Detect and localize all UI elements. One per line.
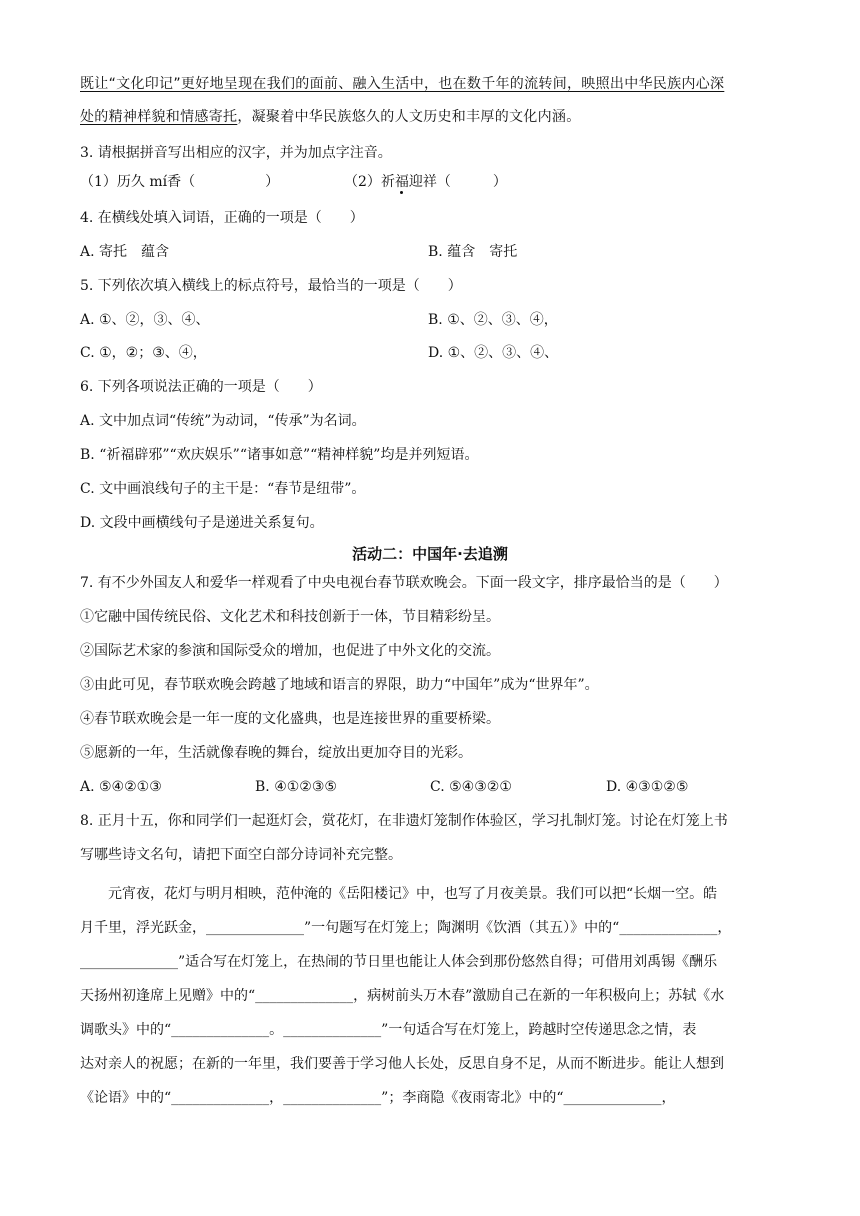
activity-2-title: 活动二：中国年·去追溯 xyxy=(352,545,508,563)
q7-option-b: B. ④①②③⑤ xyxy=(255,779,337,795)
q6-option-d: D. 文段中画横线句子是递进关系复句。 xyxy=(80,515,324,531)
q7-sentence-5: ⑤愿新的一年，生活就像春晚的舞台，绽放出更加夺目的光彩。 xyxy=(80,745,472,761)
q3-item-1: （1）历久 mí香（ ） xyxy=(80,174,280,190)
q6-stem: 6. 下列各项说法正确的一项是（ ） xyxy=(80,379,322,395)
intro-underlined-phrase: 处的精神样貌和情感寄托 xyxy=(80,109,238,125)
q7-sentence-3: ③由此可见，春节联欢晚会跨越了地域和语言的界限，助力“中国年”成为“世界年”。 xyxy=(80,677,599,693)
q3-item-2 xyxy=(344,172,507,192)
q8-passage-line-2: 月千里，浮光跃金，______________”一句题写在灯笼上；陶渊明《饮酒（其五）》中的“______________， xyxy=(80,920,732,936)
q5-option-a: A. ①、②，③、④、 xyxy=(80,312,210,328)
q7-sentence-4: ④春节联欢晚会是一年一度的文化盛典，也是连接世界的重要桥梁。 xyxy=(80,711,500,727)
q6-option-b: B. “祈福辟邪”“欢庆娱乐”“诸事如意”“精神样貌”均是并列短语。 xyxy=(80,447,479,463)
q7-sentence-2: ②国际艺术家的参演和国际受众的增加，也促进了中外文化的交流。 xyxy=(80,643,500,659)
q8-passage-line-6: 达对亲人的祝愿；在新的一年里，我们要善于学习他人长处，反思自身不足，从而不断进步。能让人想到 xyxy=(80,1056,724,1072)
q3-item-2-pre: （2）祈 xyxy=(344,174,395,190)
q5-option-c: C. ①，②；③、④， xyxy=(80,345,207,361)
q7-stem: 7. 有不少外国友人和爱华一样观看了中央电视台春节联欢晚会。下面一段文字，排序最恰当的是（ ） xyxy=(80,575,728,591)
q7-option-d: D. ④③①②⑤ xyxy=(606,779,689,795)
q8-passage-line-5: 调歌头》中的“______________。______________”一句适合写在灯笼上，跨越时空传递思念之情，表 xyxy=(80,1022,697,1038)
q3-item-2-post: 迎祥（ ） xyxy=(408,174,507,190)
q4-option-b: B. 蕴含 寄托 xyxy=(428,244,518,260)
q3-stem: 3. 请根据拼音写出相应的汉字，并为加点字注音。 xyxy=(80,145,392,161)
q8-passage-line-7: 《论语》中的“______________，______________”；李商隐《夜雨寄北》中的“______________， xyxy=(80,1090,676,1106)
intro-line-1: 既让“文化印记”更好地呈现在我们的面前、融入生活中，也在数千年的流转间，映照出中华民族内心深 xyxy=(80,76,725,92)
q6-option-a: A. 文中加点词“传统”为动词，“传承”为名词。 xyxy=(80,413,366,429)
q8-passage-line-1: 元宵夜，花灯与明月相映，范仲淹的《岳阳楼记》中，也写了月夜美景。我们可以把“长烟一空。皓 xyxy=(108,886,718,902)
q7-option-a: A. ⑤④②①③ xyxy=(80,779,162,795)
q5-option-b: B. ①、②、③、④， xyxy=(428,312,558,328)
q3-dotted-char: 福 xyxy=(394,174,409,190)
q5-stem: 5. 下列依次填入横线上的标点符号，最恰当的一项是（ ） xyxy=(80,278,462,294)
q4-stem: 4. 在横线处填入词语，正确的一项是（ ） xyxy=(80,210,364,226)
q8-stem-line-2: 写哪些诗文名句，请把下面空白部分诗词补充完整。 xyxy=(80,847,402,863)
q7-option-c: C. ⑤④③②① xyxy=(430,779,512,795)
q8-stem-line-1: 8. 正月十五，你和同学们一起逛灯会，赏花灯，在非遗灯笼制作体验区，学习扎制灯笼。讨论在灯笼上书 xyxy=(80,813,728,829)
intro-line-2-rest: ，凝聚着中华民族悠久的人文历史和丰厚的文化内涵。 xyxy=(237,109,581,125)
intro-line-2 xyxy=(80,107,780,127)
q8-passage-line-4: 天扬州初逢席上见赠》中的“______________，病树前头万木春”激励自己在新的一年积极向上；苏轼《水 xyxy=(80,988,725,1004)
q4-option-a: A. 寄托 蕴含 xyxy=(80,244,170,260)
q6-option-c: C. 文中画浪线句子的主干是：“春节是纽带”。 xyxy=(80,481,366,497)
q7-sentence-1: ①它融中国传统民俗、文化艺术和科技创新于一体，节目精彩纷呈。 xyxy=(80,609,500,625)
q8-passage-line-3: ______________”适合写在灯笼上，在热闹的节日里也能让人体会到那份悠然自得；可借用刘禹锡《酬乐 xyxy=(80,954,718,970)
q5-option-d: D. ①、②、③、④、 xyxy=(428,345,559,361)
